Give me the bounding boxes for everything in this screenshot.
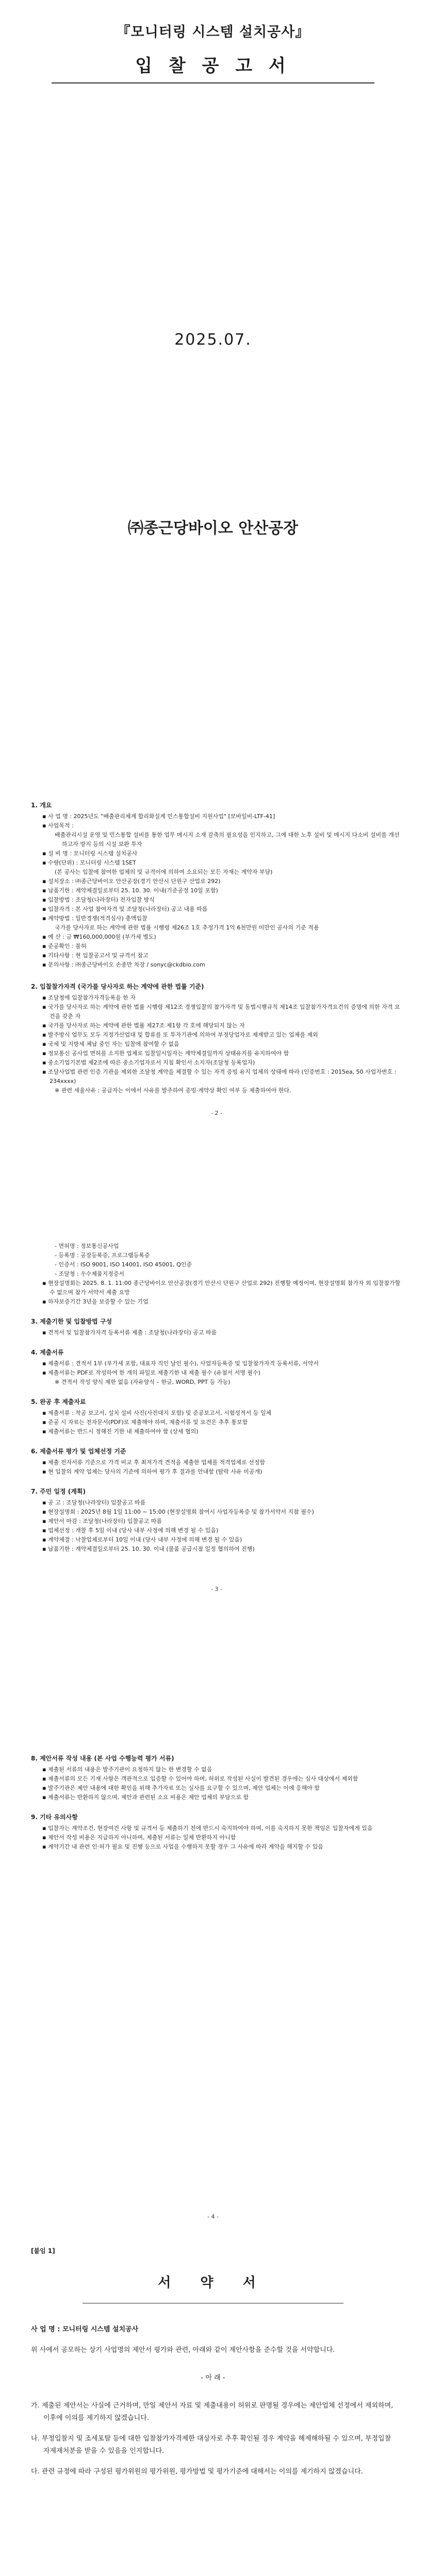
list-item: ▪ 중소기업기본법 제2조에 따른 중소기업자로서 지침 확인서 소지자(조달청 등록업자) (42, 1059, 255, 1066)
documents-list (31, 1359, 402, 1387)
eligibility-list (31, 993, 402, 1095)
pledge-clause: 다. 관련 규정에 따라 구성된 평가위원의 평가위원, 평가방법 및 평가기준에 대해서는 이의를 제기하지 않겠습니다. (31, 2468, 363, 2476)
list-item: ▪ 업체선정 : 개찰 후 5일 이내 (당사 내부 사정에 의해 변경 될 수 있음) (42, 1527, 219, 1534)
list-item: ▪ 제출서류는 반환하지 않으며, 제안과 관련된 소요 비용은 제안 업체의 부담으로 함 (42, 1794, 249, 1801)
list-item: - 면허명 : 정보통신공사업 (55, 1243, 119, 1249)
section-title-overview: 1. 개요 (31, 802, 52, 809)
list-item: - 조달청 : 우수제품지정증서 (55, 1270, 125, 1277)
list-item: ▪ 계약체결 : 낙찰업체로부터 10일 이내 (당사 내부 사정에 의해 변경 될 수 있음) (42, 1536, 242, 1543)
list-item: ▪ 조달사업법 관련 인증 기관을 제외한 조달청 계약을 체결할 수 있는 자격 증빙 유지 업체의 상태에 따라 (인증번호 : 2015ea, 50 사업자번호 : 234xxxx) (42, 1069, 397, 1084)
list-item: ▪ 준공 시 자료는 전자문서(PDF)로 제출해야 하며, 제출서류 및 요건은 추후 통보함 (42, 1419, 248, 1426)
pledge-clause: 가. 제출된 제안서는 사실에 근거하며, 만일 제안서 자료 및 제출내용이 허위로 판명될 경우에는 제안업체 선정에서 제외하며, 이후에 이의를 제기하지 않겠습니다. (31, 2402, 394, 2422)
pledge-body (31, 2324, 395, 2486)
list-item: ▪ 정보통신 공사업 면허를 소지한 업체로 입찰일시일자는 계약체결일까지 상태유지를 유지하여야 함 (42, 1050, 289, 1057)
pledge-clauses (31, 2400, 395, 2478)
list-item: ▪ 제출서류 : 착공 보고서, 설치 설비 사진(사진대지 포함) 및 준공보고서, 시험성적서 등 일체 (42, 1410, 272, 1416)
list-item: ▪ 하자보증기간 3년을 보증할 수 있는 기업 (42, 1298, 149, 1305)
list-item: ▪ 예 산 : 금 ₩160,000,000원 (부가세 별도) (42, 934, 156, 940)
list-item: ▪ 제출 전자서류 기준으로 가격 비교 후 최저가격 견적을 제출한 업체를 적격업체로 선정함 (42, 1459, 265, 1466)
list-item: 국가를 당사자로 하는 계약에 관한 법률 시행령 제26조 1호 추정가격 1억 6천만원 미만인 공사의 기준 적용 (55, 924, 319, 931)
cover-organization: ㈜종근당바이오 안산공장 (127, 519, 299, 537)
submission-list (31, 1328, 402, 1337)
list-item: ※ 관련 세율사유 : 공급자는 이에서 사유를 발주하여 증빙·계약상 확인 여부 등 제출하여야 한다. (55, 1087, 291, 1094)
pledge-intro: 위 사에서 공모하는 상기 사업명의 제안서 평가와 관련, 아래와 같이 제안사항을 준수할 것을 서약합니다. (31, 2346, 335, 2354)
proposal-list (31, 1765, 402, 1802)
list-item: - 등록명 : 공장등록증, 프로그램등록증 (55, 1252, 150, 1259)
page-number: - 3 - (211, 1586, 222, 1592)
schedule-list (31, 1498, 402, 1554)
cover-divider (52, 82, 374, 83)
section-title-proposal: 8. 제안서류 작성 내용 (본 사업 수행능력 평가 서류) (31, 1755, 174, 1762)
pledge-below-heading: - 아 래 - (201, 2374, 225, 2382)
list-item: ▪ 제안서 마감 : 조달청(나라장터) 입찰공고 따름 (42, 1518, 162, 1524)
list-item: ▪ 현 입찰의 계약 업체는 당사의 기준에 의하여 평가 후 결과를 안내함 (탈락 사유 미공개) (42, 1468, 263, 1475)
list-item: ▪ 제안서 작성 비용은 지급하지 아니하며, 제출된 서류는 일체 반환하지 아니함 (42, 1834, 236, 1841)
list-item: 배출관리시설 운영 및 민스통합 설비를 통한 업무 메시지 소재 감축의 필요성을 인지하고, 그에 대한 노후 설비 및 메시지 다소비 설비를 개선하고자 방지 등의 시설 보완 투자 (55, 832, 400, 848)
section-title-evaluation: 6. 제출서류 평가 및 업체선정 기준 (31, 1448, 126, 1455)
list-item: ▪ 발주기관은 제안 내용에 대한 확인을 위해 추가자료 또는 실사를 요구할 수 있으며, 제안 업체는 이에 응해야 함 (42, 1785, 320, 1791)
list-item: ▪ 국가를 당사자로 하는 계약에 관한 법률 시행령 제12조 경쟁입찰의 참가자격 및 동법시행규칙 제14조 입찰참가자격요건의 증명에 의한 자격 요건을 갖춘 자 (42, 1004, 400, 1020)
list-item: ▪ 계약방법 : 일반경쟁(적격심사) 총액입찰 (42, 915, 148, 922)
list-item: ▪ 입찰자는 계약조건, 현장여건 사항 및 규격서 등 제출하기 전에 반드시 숙지하여야 하며, 이를 숙지하지 못한 책임은 입찰자에게 있음 (42, 1825, 373, 1832)
list-item: (본 공사는 입찰에 참여한 업체의 및 규격이에 의하여 소요되는 모든 자재는 계약자 부담) (55, 869, 273, 875)
section-block-page4 (31, 1747, 402, 1852)
cover-date: 2025.07. (174, 331, 252, 349)
list-item: ▪ 입찰방법 : 조달청(나라장터) 전자입찰 방식 (42, 896, 155, 903)
section-title-documents: 4. 제출서류 (31, 1349, 64, 1356)
list-item: ▪ 계약기간 내 관련 인·허가 필요 및 진행 등으로 사업을 수행하지 못할 경우 그 사유에 따라 계약을 해지할 수 있음 (42, 1843, 323, 1850)
list-item: ▪ 제출서류는 반드시 정해진 기한 내 제출하여야 함 (상세 협의) (42, 1428, 199, 1435)
list-item: ▪ 제출서류 : 견적서 1부 (부가세 포함, 대표자 직인 날인 필수), 사업자등록증 및 입찰참가자격 등록서류, 서약서 (42, 1360, 319, 1367)
list-item: ▪ 설치장소 : ㈜종근당바이오 안산공장(경기 안산시 단원구 산업로 292) (42, 878, 221, 885)
overview-list (31, 812, 402, 970)
list-item: - 인증서 : ISO 9001, ISO 14001, ISO 45001, Q인증 (55, 1261, 192, 1268)
section-title-schedule: 7. 주민 일정 (계획) (31, 1488, 86, 1495)
attachment-label: [붙임 1] (31, 2247, 55, 2255)
list-item: ▪ 제출서류의 모든 기재 사항은 객관적으로 입증할 수 있어야 하며, 허위로 작성된 사실이 발견된 경우에는 심사 대상에서 제외함 (42, 1775, 358, 1782)
list-item: ※ 견적서 작성 양식 제한 없음 (자유양식 – 한글, WORD, PPT 등 가능) (55, 1379, 231, 1385)
list-item: ▪ 현장설명회는 2025. 8. 1. 11:00 종근당바이오 안산공장(경기 안산시 단원구 산업로 292) 진행할 예정이며, 현장설명회 참가자 외 입찰참가할 수 없으며 참가 서약서 제출 요망 (42, 1280, 401, 1296)
list-item: ▪ 발주방식 업무도 모두 지정가산업대 및 합류를 또 투자기관에 의하여 부정당업자로 제재받고 있는 업체를 제외 (42, 1031, 318, 1038)
page-number: - 2 - (211, 1110, 222, 1116)
list-item: ▪ 견적서 및 입찰참가자격 등록서류 제출 : 조달청(나라장터) 공고 따름 (42, 1329, 217, 1336)
cover-title-project: 『모니터링 시스템 설치공사』 (116, 24, 310, 40)
eligibility-list-continued (31, 1242, 402, 1307)
section-block-page3 (31, 1242, 402, 1607)
list-item: ▪ 문의사항 : ㈜종근당바이오 손종만 차장 / sonyc@ckdbio.com (42, 961, 205, 968)
section-block-page2 (31, 793, 402, 1131)
notes-list (31, 1824, 402, 1852)
list-item: ▪ 수량(단위) : 모니터링 시스템 1SET (42, 859, 136, 866)
list-item: ▪ 국세 및 지방세 체납 중인 자는 입찰에 참여할 수 없음 (42, 1041, 179, 1047)
completion-list (31, 1409, 402, 1436)
cover-title-notice: 입 찰 공 고 서 (135, 56, 291, 76)
list-item: ▪ 납품기한 : 계약체결일로부터 25. 10. 30. 이내 (물품 공급시점 일정 협의하여 진행) (42, 1546, 255, 1552)
list-item: ▪ 조달청에 입찰참가자격등록을 한 자 (42, 994, 136, 1001)
list-item: ▪ 사 업 명 : 2025년도 "배출관리체계 합리화설계 민스통합설비 지원사업" [모바일비-LTF-41] (42, 813, 275, 820)
section-title-notes: 9. 기타 유의사항 (31, 1814, 78, 1821)
list-item: ▪ 기타사항 : 현 입찰공고서 및 규격서 참고 (42, 952, 149, 959)
pledge-title: 서 약 서 (158, 2275, 268, 2291)
list-item: ▪ 공 고 : 조달청(나라장터) 입찰공고 따름 (42, 1499, 146, 1506)
section-title-completion: 5. 완공 후 제출자료 (31, 1398, 86, 1405)
list-item: ▪ 입찰자격 : 본 사업 참여자격 및 조달청(나라장터) 공고 내용 따름 (42, 906, 208, 912)
evaluation-list (31, 1458, 402, 1477)
section-title-eligibility: 2. 입찰참가자격 (국가를 당사자로 하는 계약에 관한 법률 기준) (31, 983, 204, 990)
list-item: ▪ 제출서류는 PDF로 작성하여 한 개의 파일로 제출기한 내 제출 필수 (유첨서 서명 필수) (42, 1369, 260, 1376)
list-item: ▪ 제출된 서류의 내용은 발주기관이 요청하지 않는 한 변경할 수 없음 (42, 1766, 212, 1773)
list-item: ▪ 납품기한 : 계약체결일로부터 25. 10. 30. 이내(기준공정 10일 포함) (42, 887, 218, 894)
list-item: ▪ 설 비 명 : 모니터링 시스템 설치공사 (42, 850, 138, 857)
pledge-project: 사 업 명 : 모니터링 시스템 설치공사 (31, 2326, 139, 2333)
list-item: ▪ 준공확인 : 불허 (42, 943, 87, 950)
section-title-submission: 3. 제출기한 및 입찰방법 구성 (31, 1318, 112, 1325)
page-number: - 4 - (207, 2213, 219, 2220)
list-item: ▪ 현장설명회 : 2025년 8월 1일 11:00 ~ 15:00 (현장설명회 참여시 사업자등록증 및 참가서약서 지참 필수) (42, 1509, 314, 1515)
list-item: ▪ 사업목적 : (42, 822, 74, 829)
list-item: ▪ 국가를 당사자로 하는 계약에 관한 법률 제27조 제1항 각 호에 해당되지 않는 자 (42, 1022, 245, 1029)
pledge-clause: 나. 부정입찰지 및 조세포탈 등에 대한 입찰참가자격제한 대상자로 추후 확인될 경우 계약을 해제해하될 수 있으며, 부정입찰자제재처분을 받을 수 있음을 인지합니다. (31, 2435, 391, 2455)
